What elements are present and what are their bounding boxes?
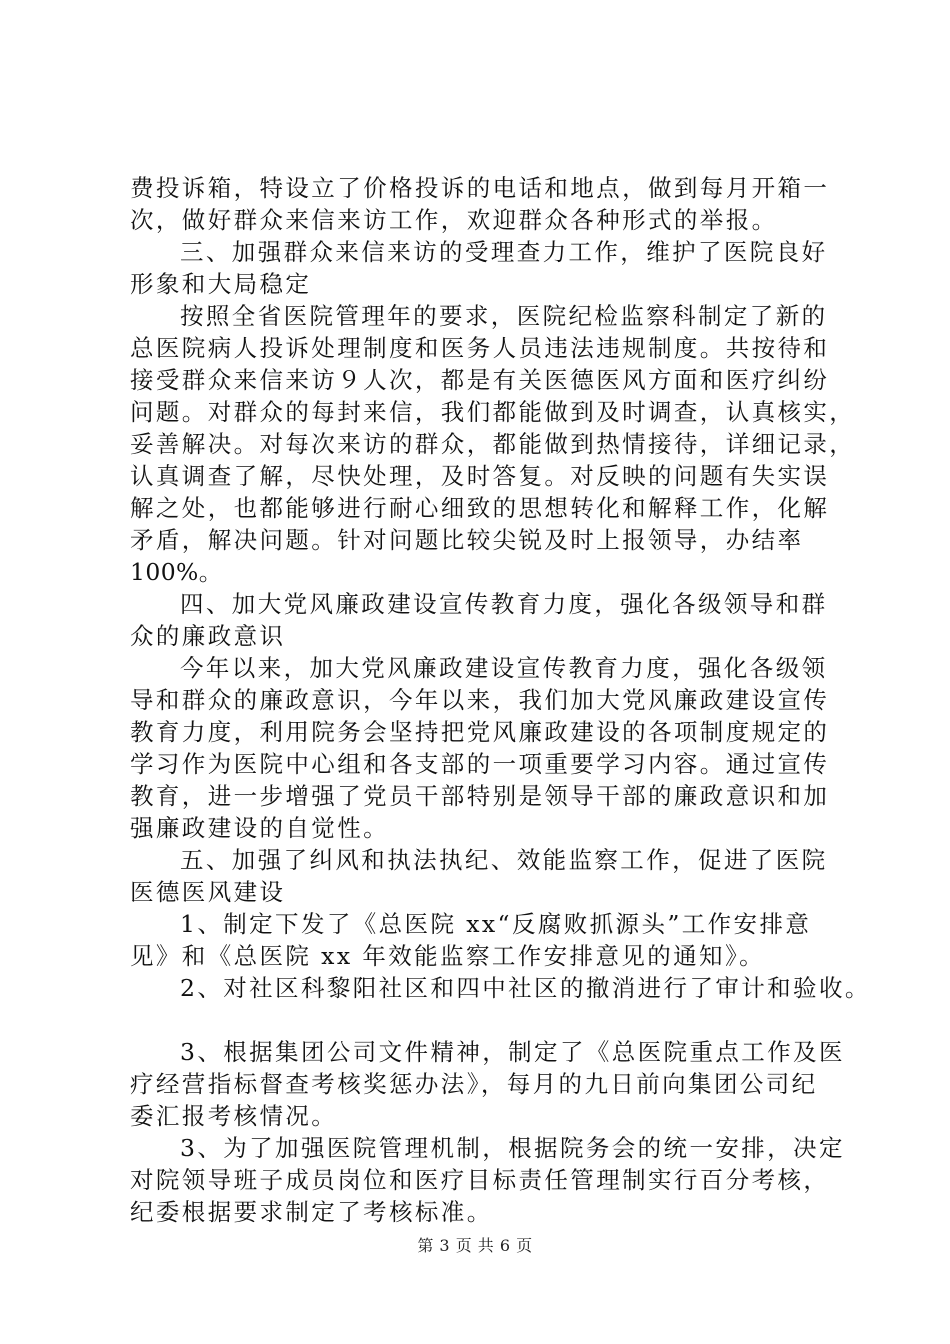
text-line: 今年以来，加大党风廉政建设宣传教育力度，强化各级领 (180, 654, 828, 682)
text-line: 次，做好群众来信来访工作，欢迎群众各种形式的举报。 (130, 206, 778, 234)
section-heading-4: 四、加大党风廉政建设宣传教育力度，强化各级领导和群 (180, 590, 828, 618)
section-heading-4-cont: 众的廉政意识 (130, 622, 286, 650)
text-line: 问题。对群众的每封来信，我们都能做到及时调查，认真核实， (130, 398, 856, 426)
text-line: 妥善解决。对每次来访的群众，都能做到热情接待，详细记录， (130, 430, 856, 458)
text-line: 按照全省医院管理年的要求，医院纪检监察科制定了新的 (180, 302, 828, 330)
page-footer: 第 3 页 共 6 页 (417, 1236, 533, 1255)
text-line: 总医院病人投诉处理制度和医务人员违法违规制度。共按待和 (130, 334, 830, 362)
text-line: 教育，进一步增强了党员干部特别是领导干部的廉政意识和加 (130, 782, 830, 810)
text-line: 矛盾，解决问题。针对问题比较尖锐及时上报领导，办结率 (130, 526, 804, 554)
section-heading-5: 五、加强了纠风和执法执纪、效能监察工作，促进了医院 (180, 846, 828, 874)
text-line: 100%。 (130, 558, 223, 586)
section-heading-3: 三、加强群众来信来访的受理查力工作，维护了医院良好 (180, 238, 828, 266)
text-line: 强廉政建设的自觉性。 (130, 814, 389, 842)
list-item-3b-cont: 纪委根据要求制定了考核标准。 (130, 1198, 493, 1226)
text-line: 认真调查了解，尽快处理，及时答复。对反映的问题有失实误 (130, 462, 830, 490)
list-item-1: 1、制定下发了《总医院 xx“反腐败抓源头”工作安排意 (180, 910, 812, 938)
text-line: 费投诉箱，特设立了价格投诉的电话和地点，做到每月开箱一 (130, 174, 830, 202)
text-line: 导和群众的廉政意识，今年以来，我们加大党风廉政建设宣传 (130, 686, 830, 714)
list-item-3a-cont: 疗经营指标督查考核奖惩办法》，每月的九日前向集团公司纪 (130, 1070, 818, 1098)
paragraph-gap (130, 1004, 835, 1036)
text-line: 学习作为医院中心组和各支部的一项重要学习内容。通过宣传 (130, 750, 830, 778)
list-item-3a: 3、根据集团公司文件精神，制定了《总医院重点工作及医 (180, 1038, 845, 1066)
text-line: 解之处，也都能够进行耐心细致的思想转化和解释工作，化解 (130, 494, 830, 522)
document-body (130, 172, 871, 1228)
text-line: 接受群众来信来访９人次，都是有关医德医风方面和医疗纠纷 (130, 366, 830, 394)
list-item-3a-cont: 委汇报考核情况。 (130, 1102, 338, 1130)
section-heading-3-cont: 形象和大局稳定 (130, 270, 312, 298)
section-heading-5-cont: 医德医风建设 (130, 878, 286, 906)
list-item-3b-cont: 对院领导班子成员岗位和医疗目标责任管理制实行百分考核， (130, 1166, 830, 1194)
list-item-3b: 3、为了加强医院管理机制，根据院务会的统一安排，决定 (180, 1134, 845, 1162)
list-item-1-cont: 见》和《总医院 xx 年效能监察工作安排意见的通知》。 (130, 942, 765, 970)
text-line: 教育力度，利用院务会坚持把党风廉政建设的各项制度规定的 (130, 718, 830, 746)
list-item-2: 2、对社区科黎阳社区和四中社区的撤消进行了审计和验收。 (180, 974, 871, 1002)
